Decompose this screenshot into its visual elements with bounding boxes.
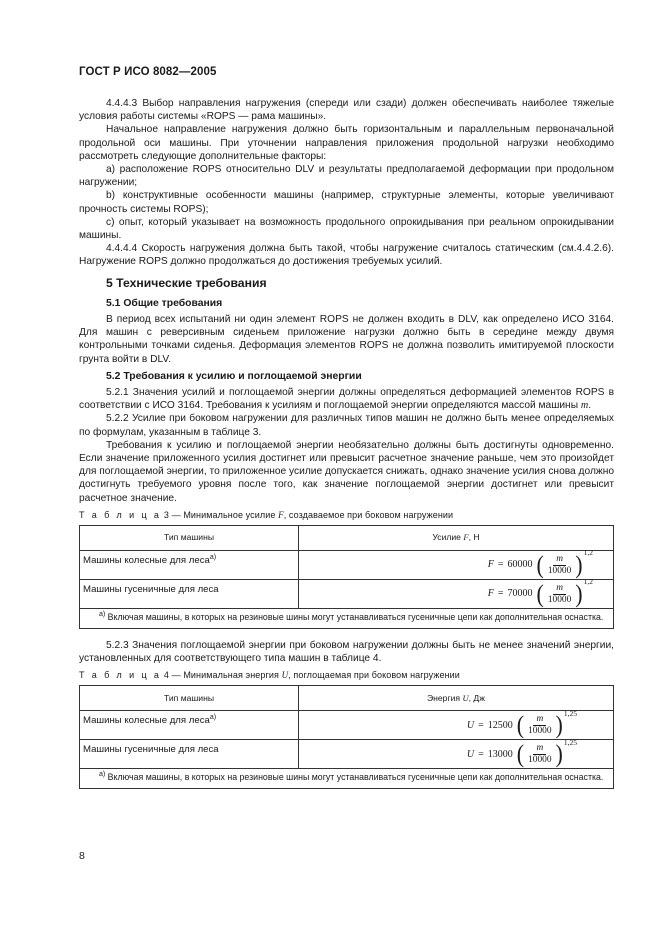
table-row <box>80 551 614 580</box>
formula-lhs: F <box>487 588 494 600</box>
variable: m <box>580 400 589 412</box>
header-unit: , Дж <box>468 692 486 703</box>
formula-lhs: U <box>466 719 475 731</box>
formula-coef: 70000 <box>507 588 533 600</box>
paragraph: 4.4.4.3 Выбор направления нагружения (спереди или сзади) должен обеспечивать наиболее тяжелые условия работы системы «ROPS — рама машины». <box>79 98 614 123</box>
table-footnote-row <box>80 609 614 629</box>
formula-exponent: 1,25 <box>563 708 577 718</box>
list-item: а) расположение ROPS относительно DLV и результаты предполагаемой деформации при продольном нагружении; <box>79 164 614 189</box>
formula <box>466 737 577 769</box>
paragraph: 4.4.4.4 Скорость нагружения должна быть такой, чтобы нагружение считалось статическим (см.4.4.2.6). Нагружение ROPS должно продолжаться до достижения требуемых усилий. <box>79 243 614 268</box>
formula-cell <box>299 548 614 580</box>
formula-coef: 12500 <box>487 719 513 731</box>
formula-eq: = <box>497 559 504 571</box>
formula-paren: ( $\frac{m}{10000}$ ) 1,2 <box>536 548 593 579</box>
footnote-text: Включая машины, в которых на резиновые шины могут устанавливаться гусеничные цепи как дополнительная оснастка. <box>105 612 604 623</box>
formula <box>487 548 593 579</box>
table-row <box>80 711 614 740</box>
footnote-ref: a) <box>209 714 217 722</box>
paragraph: 5.2.3 Значения поглощаемой энергии при боковом нагружении должны быть не менее значений энергии, установленных для соответствующего типа машин в таблице 4. <box>79 639 614 664</box>
formula <box>466 708 577 740</box>
frac-den: 10000 <box>547 565 572 576</box>
formula-coef: 60000 <box>507 559 533 571</box>
caption-variable: U <box>281 670 289 681</box>
frac-den: 10000 <box>528 725 552 736</box>
paragraph: Начальное направление нагружения должно быть горизонтальным и параллельным первоначальной продольной оси машины. При уточнении направления приложения продольной нагрузки необходимо рассмотреть следующие дополнительные факторы: <box>79 124 614 162</box>
formula-lhs: U <box>466 748 475 760</box>
machine-type-cell <box>80 580 299 609</box>
frac-den: 10000 <box>528 754 552 765</box>
caption-text: 3 — Минимальное усилие <box>163 509 276 520</box>
paragraph: Требования к усилию и поглощаемой энергии необязательно должны быть достигнуты одновременно. Если значение приложенного усилия достигнет или превысит расчетное значение раньше, чем это произойдет для поглощаемой энергии, то приложенное усилие допускается снижать, однако значение усилия снова должно достигнуть требуемого уровня после того, как значение поглощаемой энергии достигнет или превысит расчетное значение. <box>79 439 614 504</box>
column-header-force <box>299 526 614 551</box>
table-row <box>80 580 614 609</box>
formula-cell <box>299 577 614 609</box>
machine-type: Машины гусеничные для леса <box>83 744 219 756</box>
list-item: с) опыт, который указывает на возможность продольного опрокидывания при реальном опрокидывании машины. <box>79 216 614 242</box>
table-header-row <box>80 686 614 711</box>
column-header-type: Тип машины <box>80 526 299 551</box>
table-footnote-row <box>80 769 614 789</box>
formula-eq: = <box>478 719 484 731</box>
machine-type-cell <box>80 740 299 769</box>
footnote-text: Включая машины, в которых на резиновые шины могут устанавливаться гусеничные цепи как дополнительная оснастка. <box>105 772 604 783</box>
formula-eq: = <box>497 588 504 600</box>
machine-type: Машины гусеничные для леса <box>83 584 219 596</box>
formula-exponent: 1,25 <box>563 737 577 747</box>
formula-cell <box>299 737 614 769</box>
paragraph-text: 5.2.1 Значения усилий и поглощаемой энергии должны определяться деформацией элементов ROPS в соответствии с ИСО 3164. Требования к усилиям и поглощаемой энергии определяются массой машины <box>79 387 614 412</box>
formula-exponent: 1,2 <box>583 577 593 587</box>
caption-prefix: Т а б л и ц а <box>79 509 162 520</box>
paragraph-end: . <box>588 400 592 412</box>
table-4 <box>79 685 614 789</box>
formula-paren: ( $\frac{m}{10000}$ ) 1,25 <box>516 708 577 740</box>
formula-eq: = <box>478 748 484 760</box>
header-variable: U <box>462 692 469 703</box>
header-unit: , Н <box>468 532 480 543</box>
formula-exponent: 1,2 <box>583 548 593 558</box>
table-footnote <box>80 609 614 629</box>
header-variable: F <box>463 532 469 543</box>
table-3 <box>79 525 614 629</box>
frac-num: m <box>553 554 566 566</box>
frac-num: m <box>533 743 546 755</box>
machine-type: Машины колесные для леса <box>83 715 210 727</box>
paragraph: В период всех испытаний ни один элемент ROPS не должен входить в DLV, как определено ИСО 3164. Для машин с реверсивным сиденьем приложение нагрузки должно быть в середине между двумя контрольными точками сиденья. Деформация элементов ROPS не должна позволить имитируемой плоскости грунта войти в DLV. <box>79 314 614 365</box>
machine-type: Машины колесные для леса <box>83 555 210 567</box>
frac-den: 10000 <box>547 594 572 605</box>
footnote-mark: a) <box>99 611 106 619</box>
caption-end: , создаваемое при боковом нагружении <box>283 509 454 520</box>
formula-lhs: F <box>487 559 494 571</box>
header-text: Энергия <box>426 692 461 703</box>
document-body <box>79 97 614 789</box>
caption-prefix: Т а б л и ц а <box>79 670 162 681</box>
caption-end: , поглощаемая при боковом нагружении <box>288 670 460 681</box>
table-caption <box>79 669 614 682</box>
caption-variable: F <box>278 509 284 520</box>
footnote-ref: a) <box>209 554 217 562</box>
frac-num: m <box>553 583 566 595</box>
document-header: ГОСТ Р ИСО 8082—2005 <box>79 66 217 78</box>
frac-num: m <box>533 714 546 726</box>
machine-type-cell <box>80 711 299 740</box>
table-caption <box>79 509 614 522</box>
paragraph <box>79 386 614 412</box>
paragraph: 5.2.2 Усилие при боковом нагружении для различных типов машин не должно быть менее определяемых по формулам, указанным в таблице 3. <box>79 413 614 438</box>
formula <box>487 577 593 608</box>
table-row <box>80 740 614 769</box>
header-text: Усилие <box>432 532 461 543</box>
list-item: b) конструктивные особенности машины (например, структурные элементы, которые увеличивают прочность системы ROPS); <box>79 190 614 215</box>
table-header-row <box>80 526 614 551</box>
subsection-title: 5.1 Общие требования <box>106 297 223 309</box>
machine-type-cell <box>80 551 299 580</box>
table-footnote <box>80 769 614 789</box>
page-number: 8 <box>79 850 85 862</box>
column-header-type: Тип машины <box>80 686 299 711</box>
caption-text: 4 — Минимальная энергия <box>163 670 279 681</box>
section-title: 5 Технические требования <box>106 275 267 290</box>
formula-paren: ( $\frac{m}{10000}$ ) 1,25 <box>516 737 577 769</box>
formula-paren: ( $\frac{m}{10000}$ ) 1,2 <box>536 577 593 608</box>
formula-coef: 13000 <box>487 748 513 760</box>
footnote-mark: a) <box>99 771 106 779</box>
subsection-title: 5.2 Требования к усилию и поглощаемой энергии <box>106 370 362 382</box>
